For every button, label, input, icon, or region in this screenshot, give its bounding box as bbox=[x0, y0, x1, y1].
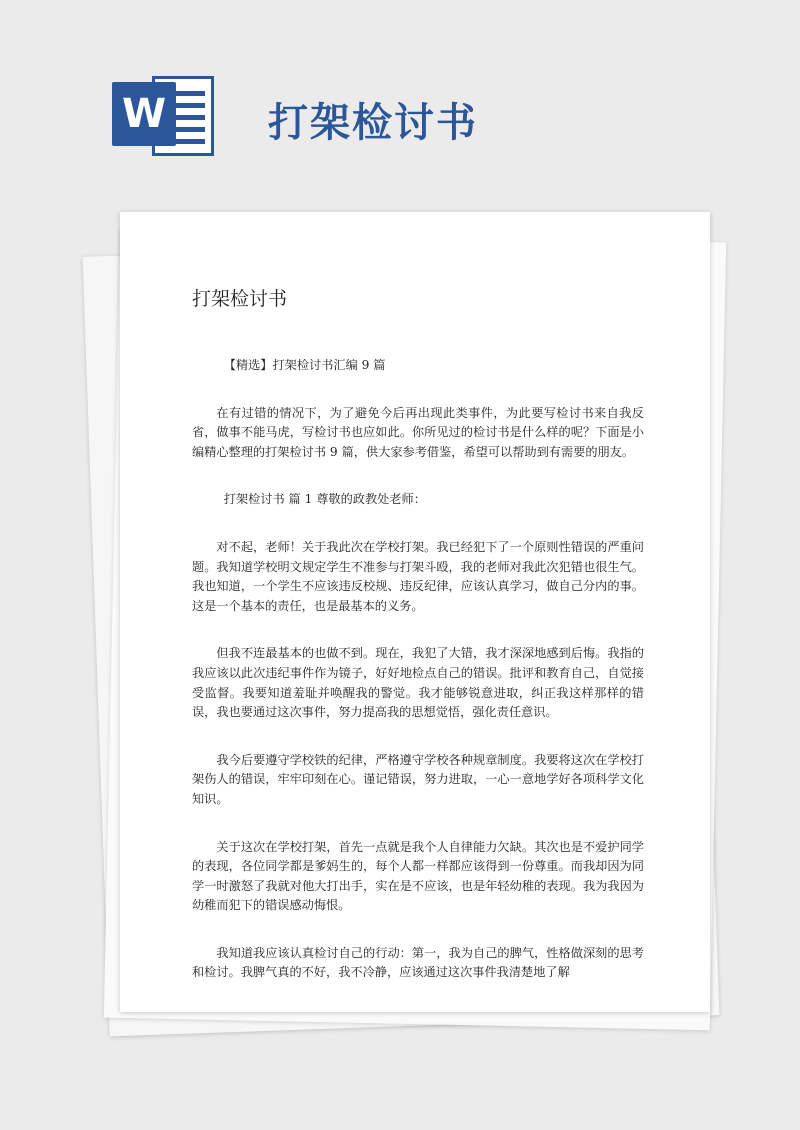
document-body bbox=[192, 356, 644, 1011]
word-badge: W bbox=[112, 82, 176, 146]
document-paragraph: 我知道我应该认真检讨自己的行动：第一，我为自己的脾气，性格做深刻的思考和检讨。我脾气真的不好，我不冷静，应该通过这次事件我清楚地了解 bbox=[192, 945, 644, 980]
document-page bbox=[120, 212, 710, 1012]
document-paragraph: 我今后要遵守学校铁的纪律，严格遵守学校各种规章制度。我要将这次在学校打架伤人的错误，牢牢印刻在心。谨记错误，努力进取，一心一意地学好各项科学文化知识。 bbox=[192, 752, 644, 806]
document-paragraph: 对不起，老师！关于我此次在学校打架。我已经犯下了一个原则性错误的严重问题。我知道学校明文规定学生不准参与打架斗殴，我的老师对我此次犯错也很生气。我也知道，一个学生不应该违反校规、违反纪律，应该认真学习，做自己分内的事。这是一个基本的责任，也是最基本的义务。 bbox=[192, 539, 644, 613]
document-paragraph: 【精选】打架检讨书汇编 9 篇 bbox=[223, 358, 386, 372]
document-paragraph: 但我不连最基本的也做不到。现在，我犯了大错，我才深深地感到后悔。我指的我应该以此次违纪事件作为镜子，好好地检点自己的错误。批评和教育自己，自觉接受监督。我要知道羞耻并唤醒我的警觉。我才能够锐意进取，纠正我这样那样的错误，我也要通过这次事件，努力提高我的思想觉悟，强化责任意识。 bbox=[192, 646, 644, 720]
document-paragraph: 在有过错的情况下，为了避免今后再出现此类事件，为此要写检讨书来自我反省，做事不能马虎，写检讨书也应如此。你所见过的检讨书是什么样的呢？下面是小编精心整理的打架检讨书 9 篇，供大家参考借鉴，希望可以帮助到有需要的朋友。 bbox=[192, 405, 644, 459]
document-paragraph: 关于这次在学校打架，首先一点就是我个人自律能力欠缺。其次也是不爱护同学的表现，各位同学都是爹妈生的，每个人都一样都应该得到一份尊重。而我却因为同学一时激怒了我就对他大打出手，实在是不应该，也是年轻幼稚的表现。我为我因为幼稚而犯下的错误感动悔恨。 bbox=[192, 839, 644, 913]
word-logo-icon bbox=[112, 76, 216, 156]
banner-title: 打架检讨书 bbox=[268, 100, 478, 146]
document-title: 打架检讨书 bbox=[192, 288, 288, 310]
document-paragraph: 打架检讨书 篇 1 尊敬的政教处老师： bbox=[223, 492, 426, 507]
